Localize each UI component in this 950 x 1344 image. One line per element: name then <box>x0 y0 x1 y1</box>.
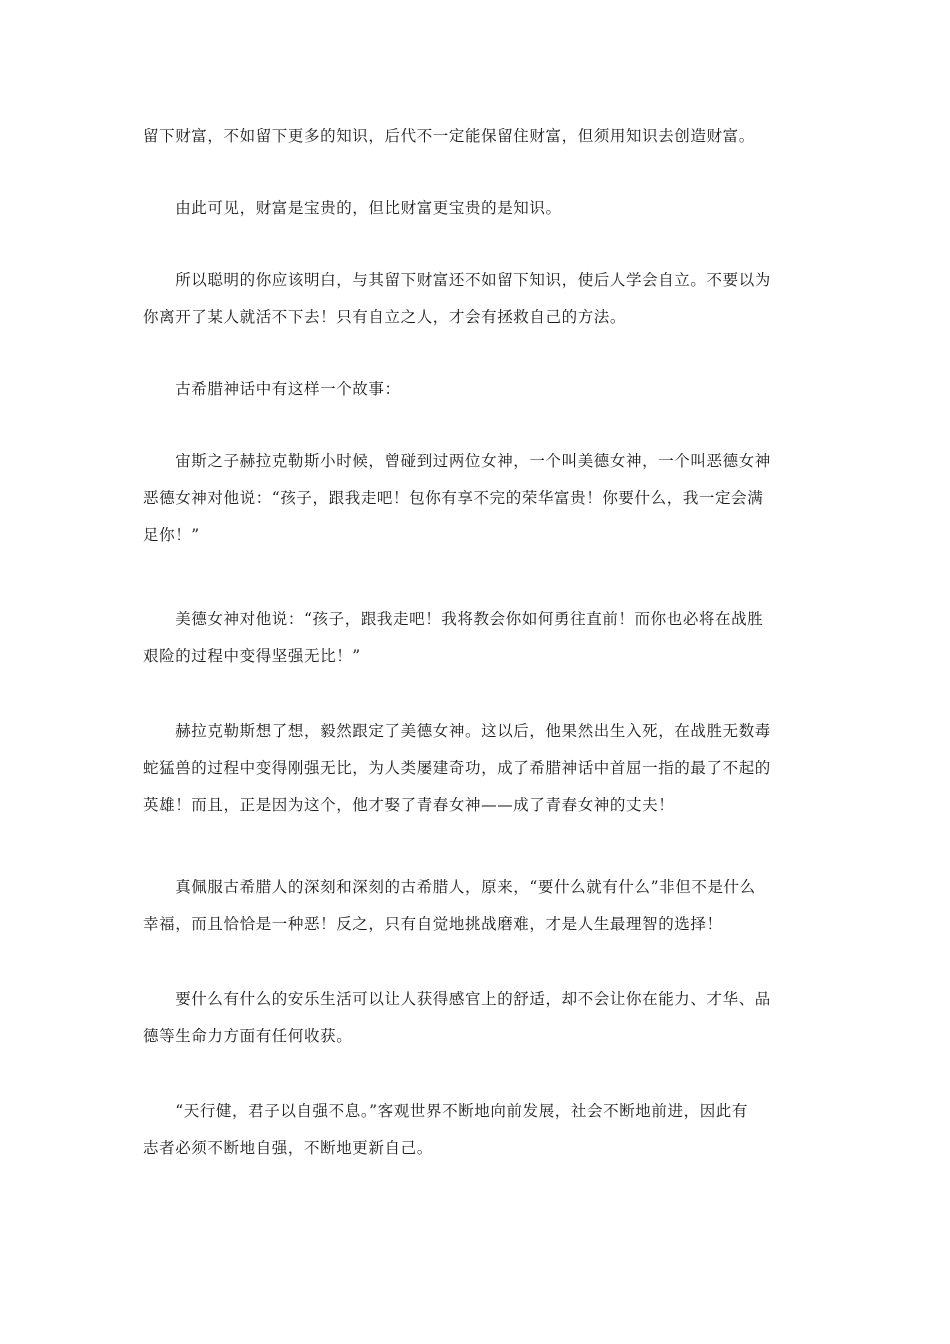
paragraph-line: 志者必须不断地自强，不断地更新自己。 <box>143 1139 433 1157</box>
paragraph-line: 所以聪明的你应该明白，与其留下财富还不如留下知识，使后人学会自立。不要以为 <box>143 271 771 289</box>
paragraph-line: “天行健，君子以自强不息。”客观世界不断地向前发展，社会不断地前进，因此有 <box>143 1102 749 1120</box>
paragraph-9 <box>143 981 810 1055</box>
paragraph-line: 你离开了某人就活不下去！只有自立之人，才会有拯救自己的方法。 <box>143 308 627 326</box>
paragraph-8 <box>143 869 810 943</box>
paragraph-line: 德等生命力方面有任何收获。 <box>143 1027 353 1045</box>
paragraph-line: 由此可见，财富是宝贵的，但比财富更宝贵的是知识。 <box>143 199 562 217</box>
paragraph-line: 宙斯之子赫拉克勒斯小时候，曾碰到过两位女神，一个叫美德女神，一个叫恶德女神 <box>143 452 771 470</box>
paragraph-line: 古希腊神话中有这样一个故事： <box>143 380 401 398</box>
paragraph-4 <box>143 371 810 408</box>
paragraph-line: 幸福，而且恰恰是一种恶！反之，只有自觉地挑战磨难，才是人生最理智的选择！ <box>143 915 723 933</box>
paragraph-10 <box>143 1093 810 1167</box>
paragraph-5 <box>143 443 810 554</box>
paragraph-line: 留下财富，不如留下更多的知识，后代不一定能保留住财富，但须用知识去创造财富。 <box>143 127 755 145</box>
paragraph-line: 恶德女神对他说：“孩子，跟我走吧！包你有享不完的荣华富贵！你要什么，我一定会满 <box>143 489 764 507</box>
paragraph-7 <box>143 713 810 824</box>
paragraph-line: 蛇猛兽的过程中变得刚强无比，为人类屡建奇功，成了希腊神话中首屈一指的最了不起的 <box>143 759 771 777</box>
paragraph-line: 美德女神对他说：“孩子，跟我走吧！我将教会你如何勇往直前！而你也必将在战胜 <box>143 610 764 628</box>
paragraph-6 <box>143 601 810 675</box>
paragraph-3 <box>143 262 810 336</box>
paragraph-line: 赫拉克勒斯想了想，毅然跟定了美德女神。这以后，他果然出生入死，在战胜无数毒 <box>143 722 771 740</box>
paragraph-line: 艰险的过程中变得坚强无比！” <box>143 647 361 665</box>
paragraph-1 <box>143 118 810 155</box>
paragraph-line: 英雄！而且，正是因为这个，他才娶了青春女神——成了青春女神的丈夫！ <box>143 796 675 814</box>
paragraph-2 <box>143 190 810 227</box>
paragraph-line: 真佩服古希腊人的深刻和深刻的古希腊人，原来，“要什么就有什么”非但不是什么 <box>143 878 756 896</box>
paragraph-line: 要什么有什么的安乐生活可以让人获得感官上的舒适，却不会让你在能力、才华、品 <box>143 990 771 1008</box>
paragraph-line: 足你！” <box>143 526 200 544</box>
